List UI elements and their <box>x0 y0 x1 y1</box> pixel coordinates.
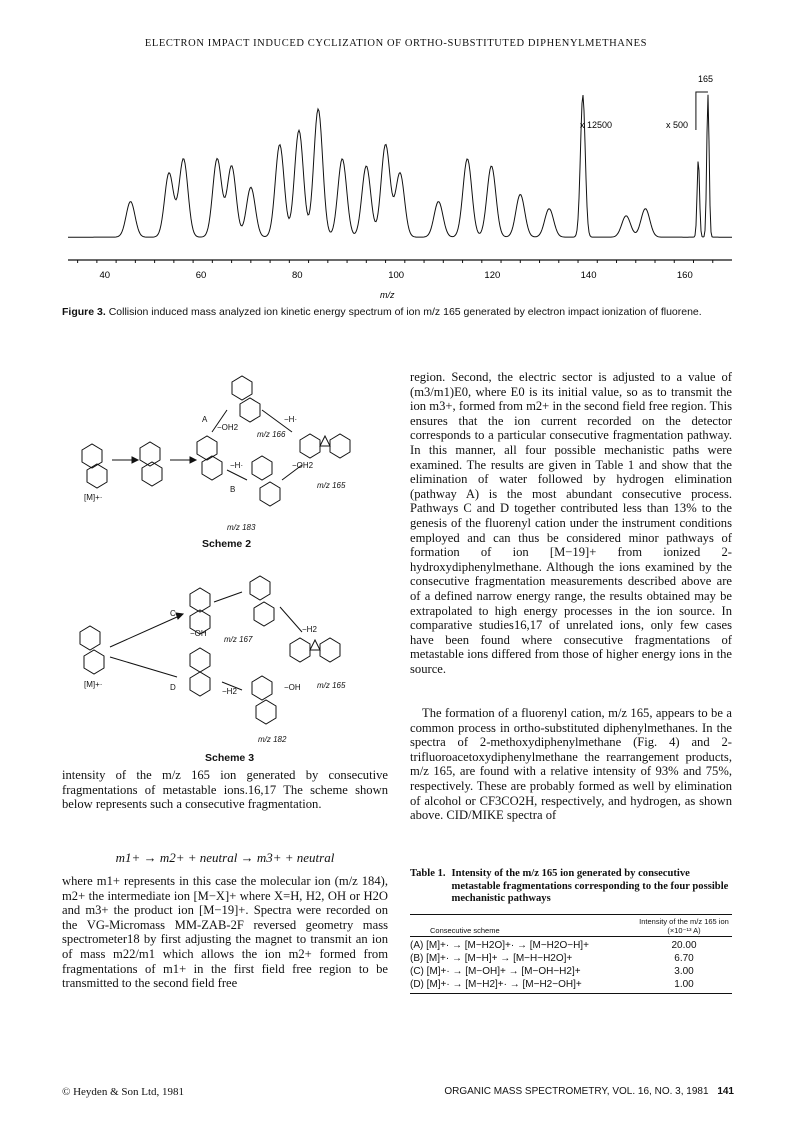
page-number: 141 <box>717 1086 734 1097</box>
loss-label: −OH2 <box>292 461 314 470</box>
peak-165-marker <box>696 92 708 130</box>
benzene-ring <box>190 588 210 612</box>
table-col-header-scheme: Consecutive scheme <box>430 925 500 935</box>
loss-label: −H· <box>230 461 244 470</box>
table-cell-value: 3.00 <box>674 965 694 977</box>
table-row <box>410 965 732 978</box>
x-tick-label: 120 <box>484 270 501 281</box>
benzene-ring <box>240 398 260 422</box>
footer-journal-name: ORGANIC MASS SPECTROMETRY, VOL. 16, NO. 3, 1981 <box>444 1086 709 1097</box>
benzene-ring <box>197 436 217 460</box>
table-row <box>410 939 732 952</box>
benzene-ring <box>80 626 100 650</box>
mz-label: m/z 165 <box>317 681 346 690</box>
table-title-text: Intensity of the m/z 165 ion generated by consecutive metastable fragmentations corresponding to the four possible mechanistic pathways <box>451 868 729 905</box>
table-cell-scheme: (D) [M]+· → [M−H2]+· → [M−H2−OH]+ <box>410 978 582 990</box>
x-tick-label: 60 <box>195 270 207 281</box>
scale-label-500: x 500 <box>666 120 689 130</box>
footer-copyright: © Heyden & Son Ltd, 1981 <box>62 1086 185 1098</box>
loss-label: −H· <box>284 415 298 424</box>
figure-caption-text: Collision induced mass analyzed ion kinetic energy spectrum of ion m/z 165 generated by electron impact ionization of fluorene. <box>108 306 702 318</box>
table-title <box>410 868 732 906</box>
loss-label: −OH2 <box>217 423 239 432</box>
benzene-ring <box>202 456 222 480</box>
spectrum-line <box>68 95 732 237</box>
table-row <box>410 952 732 965</box>
benzene-ring <box>232 376 252 400</box>
footer-journal <box>444 1086 734 1097</box>
x-tick-label: 100 <box>388 270 405 281</box>
scheme-3-drawing <box>62 572 382 747</box>
benzene-ring <box>256 700 276 724</box>
pathway-label-c: C <box>170 609 176 618</box>
scheme-2-label: Scheme 2 <box>202 538 252 550</box>
right-paragraph-2: The formation of a fluorenyl cation, m/z 165, appears to be a common process in ortho-substituted diphenylmethanes. In the spectra of 2-methoxydiphenylmethane (Fig. 4) and 2-trifluoroacetoxydiphenylmethane the rearrangement products, m/z 165, are found with a relative intensity of 93% and 75%, respectively. These are probably formed as well by elimination of alcohol or CF3CO2H, respectively, and hydrogen, as shown above. CID/MIKE spectra of <box>410 706 732 823</box>
table-title-label: Table 1. <box>410 868 446 879</box>
benzene-ring <box>300 434 320 458</box>
figure-caption-label: Figure 3. <box>62 306 106 318</box>
figure-caption <box>62 306 734 319</box>
benzene-ring <box>190 648 210 672</box>
x-axis-label: m/z <box>380 290 395 300</box>
running-header: ELECTRON IMPACT INDUCED CYCLIZATION OF ORTHO-SUBSTITUTED DIPHENYLMETHANES <box>144 38 648 49</box>
pathway-label-a: A <box>202 415 208 424</box>
x-tick-label: 160 <box>676 270 693 281</box>
left-paragraph-1: intensity of the m/z 165 ion generated by consecutive fragmentations of metastable ions.16,17 The scheme shown below represents such a consecutive fragmentation. <box>62 768 388 812</box>
table-cell-value: 20.00 <box>671 939 697 951</box>
table-cell-scheme: (B) [M]+· → [M−H]+ → [M−H−H2O]+ <box>410 952 573 964</box>
benzene-ring <box>250 576 270 600</box>
x-tick-label: 140 <box>580 270 597 281</box>
benzene-ring <box>142 462 162 486</box>
mz-label: m/z 166 <box>257 430 286 439</box>
table-col-header-intensity: Intensity of the m/z 165 ion <box>639 916 729 926</box>
loss-label: −OH <box>284 683 301 692</box>
molecular-ion-label: [M]+· <box>84 493 103 502</box>
benzene-ring <box>84 650 104 674</box>
benzene-ring <box>330 434 350 458</box>
scheme-3-label: Scheme 3 <box>205 752 255 764</box>
table-cell-value: 6.70 <box>674 952 694 964</box>
x-tick-label: 80 <box>291 270 303 281</box>
mz-label: m/z 182 <box>258 735 287 744</box>
peak-label-165: 165 <box>698 74 714 84</box>
mz-label: m/z 183 <box>227 523 256 532</box>
loss-label: −OH <box>190 629 207 638</box>
benzene-ring <box>290 638 310 662</box>
consecutive-equation: m1+ → m2+ + neutral → m3+ + neutral <box>115 850 335 865</box>
pathway-label-b: B <box>230 485 236 494</box>
table-cell-scheme: (A) [M]+· → [M−H2O]+· → [M−H2O−H]+ <box>410 939 589 951</box>
table-cell-scheme: (C) [M]+· → [M−OH]+ → [M−OH−H2]+ <box>410 965 581 977</box>
benzene-ring <box>252 456 272 480</box>
table-body <box>410 937 732 991</box>
table-row <box>410 978 732 991</box>
loss-label: −H2 <box>302 625 317 634</box>
table-1 <box>410 868 732 994</box>
benzene-ring <box>260 482 280 506</box>
x-tick-label: 40 <box>99 270 111 281</box>
scale-label-12500: x 12500 <box>580 120 613 130</box>
table-col-header-unit: (×10⁻¹³ A) <box>667 925 701 935</box>
benzene-ring <box>252 676 272 700</box>
pathway-label-d: D <box>170 683 176 692</box>
spectrum-trace <box>68 92 732 237</box>
right-paragraph-1: region. Second, the electric sector is adjusted to a value of (m3/m1)E0, where E0 is its initial value, so as to transmit the ion m3+, formed from m2+ in the second field free region. This ensures that the ion current recorded on the detector corresponds to a particular consecutive fragmentation pathway. In this manner, all four possible mechanistic paths were examined. The results are given in Table 1 and show that the elimination of water followed by hydrogen elimination (pathway A) is the most abundant consecutive process. Pathways C and D together contributed less than 13% to the genesis of the fluorenyl cation under the instrument conditions employed and can thus be considered minor pathways of formation of ion [M−19]+ from ionized 2-hydroxydiphenylmethane. Although the ions examined by the consecutive fragmentation measurements described above are of a defined narrow energy range, the results obtained may be extrapolated to high energy processes in the ion source. In comparative studies16,17 of unrelated ions, only few cases have been found where consecutive fragmentations of metastable ions differed from those of higher energy ions in the source. <box>410 370 732 676</box>
spectrum-chart <box>60 70 740 302</box>
benzene-ring <box>254 602 274 626</box>
loss-label: −H2 <box>222 687 237 696</box>
benzene-ring <box>190 672 210 696</box>
mz-label: m/z 165 <box>317 481 346 490</box>
benzene-ring <box>87 464 107 488</box>
table-cell-value: 1.00 <box>674 978 694 990</box>
left-paragraph-2: where m1+ represents in this case the molecular ion (m/z 184), m2+ the intermediate ion [M−X]+ where X=H, H2, OH or H2O and m3+ the product ion [M−19]+. Spectra were recorded on the VG-Micromass MM-ZAB-2F reversed geometry mass spectrometer18 by first adjusting the magnet to transmit an ion of mass m22/m1 which allows the ion m2+ formed from fragmentations of m1+ in the first field free region to be transmitted to the second field free <box>62 874 388 991</box>
scheme-2-drawing <box>62 370 382 535</box>
molecular-ion-label: [M]+· <box>84 680 103 689</box>
benzene-ring <box>140 442 160 466</box>
benzene-ring <box>82 444 102 468</box>
benzene-ring <box>320 638 340 662</box>
mz-label: m/z 167 <box>224 635 253 644</box>
